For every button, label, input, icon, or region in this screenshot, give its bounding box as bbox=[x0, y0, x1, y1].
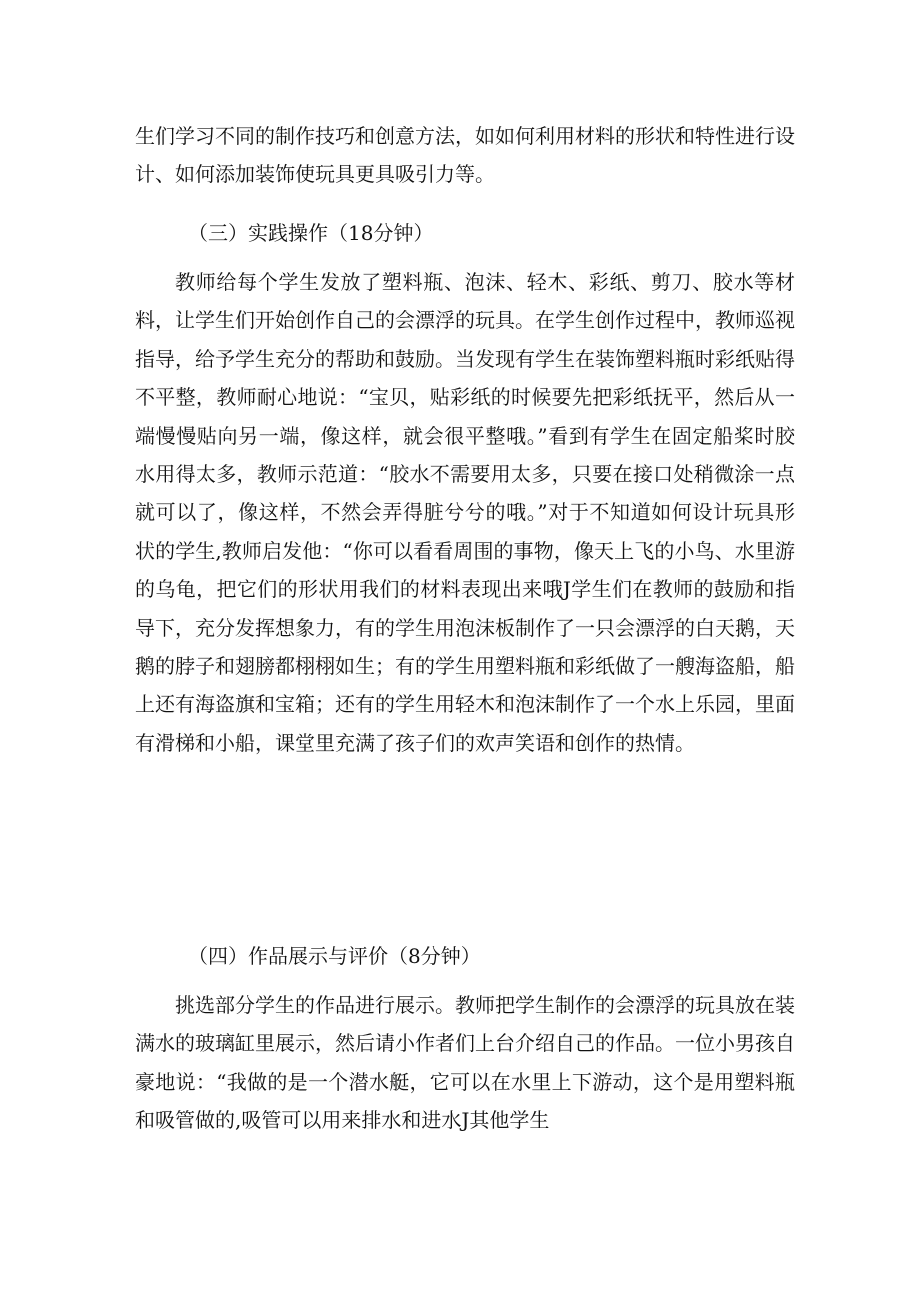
section-4-body-text: 挑选部分学生的作品进行展示。教师把学生制作的会漂浮的玩具放在装满水的玻璃缸里展示，然后请小作者们上台介绍自己的作品。一位小男孩自豪地说：“我做的是一个潜水艇，它可以在水里上下游动，这个是用塑料瓶和吸管做的,吸管可以用来排水和进水J其他学生 bbox=[135, 993, 795, 1133]
section-3-heading: （三）实践操作（18分钟） bbox=[188, 221, 434, 245]
section-3-body-text: 教师给每个学生发放了塑料瓶、泡沫、轻木、彩纸、剪刀、胶水等材料，让学生们开始创作自己的会漂浮的玩具。在学生创作过程中，教师巡视指导，给予学生充分的帮助和鼓励。当发现有学生在装饰塑料瓶时彩纸贴得不平整，教师耐心地说：“宝贝，贴彩纸的时候要先把彩纸抚平，然后从一端慢慢贴向另一端，像这样，就会很平整哦。”看到有学生在固定船桨时胶水用得太多，教师示范道：“胶水不需要用太多，只要在接口处稍微涂一点就可以了，像这样，不然会弄得脏兮兮的哦。”对于不知道如何设计玩具形状的学生,教师启发他：“你可以看看周围的事物，像天上飞的小鸟、水里游的乌龟，把它们的形状用我们的材料表现出来哦J学生们在教师的鼓励和指导下，充分发挥想象力，有的学生用泡沫板制作了一只会漂浮的白天鹅，天鹅的脖子和翅膀都栩栩如生；有的学生用塑料瓶和彩纸做了一艘海盗船，船上还有海盗旗和宝箱；还有的学生用轻木和泡沫制作了一个水上乐园，里面有滑梯和小船，课堂里充满了孩子们的欢声笑语和创作的热情。 bbox=[135, 270, 795, 755]
section-4-body bbox=[135, 986, 795, 1140]
section-3-body bbox=[135, 263, 795, 762]
paragraph-continuation bbox=[135, 117, 795, 194]
section-4-heading: （四）作品展示与评价（8分钟） bbox=[188, 944, 481, 968]
paragraph-continuation-text: 生们学习不同的制作技巧和创意方法，如如何利用材料的形状和特性进行设计、如何添加装饰使玩具更具吸引力等。 bbox=[135, 124, 795, 187]
